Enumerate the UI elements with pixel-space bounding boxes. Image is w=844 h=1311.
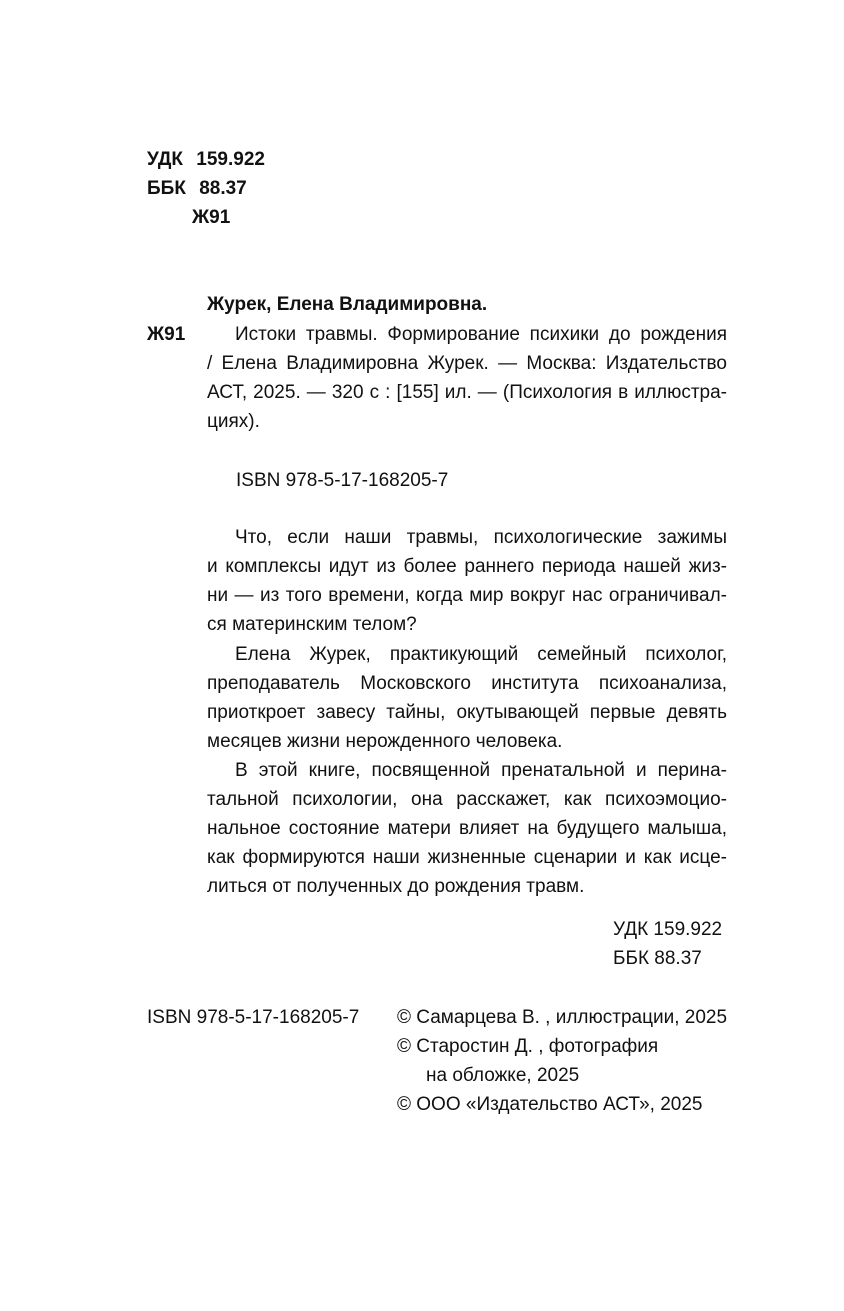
udk-label: УДК — [147, 149, 183, 170]
annotation-line: В этой книге, посвященной пренатальной и перина- — [235, 760, 727, 781]
annotation-line: ни — из того времени, когда мир вокруг нас ограничивал- — [207, 585, 727, 606]
annotation-line: и комплексы идут из более раннего периода нашей жиз- — [207, 556, 727, 577]
copyright-illustrations: © Самарцева В. , иллюстрации, 2025 — [397, 1007, 728, 1028]
annotation-line: преподаватель Московского института психоанализа, — [207, 673, 727, 694]
description-line: АСТ, 2025. — 320 с : [155] ил. — (Психология в иллюстра- — [207, 382, 727, 403]
bbk-code — [147, 174, 247, 203]
annotation-line: приоткроет завесу тайны, окутывающей первые девять — [207, 702, 727, 723]
udk-code — [147, 145, 265, 174]
annotation-line: нальное состояние матери влияет на будущего малыша, — [207, 818, 727, 839]
annotation-line: литься от полученных до рождения травм. — [207, 876, 585, 897]
udk-value: 159.922 — [196, 149, 265, 170]
annotation-line: Елена Журек, практикующий семейный психолог, — [235, 644, 727, 665]
annotation-paragraph-3 — [207, 756, 727, 901]
author-heading: Журек, Елена Владимировна. — [207, 294, 488, 315]
author-mark-side: Ж91 — [147, 324, 186, 345]
description-line: циях). — [207, 411, 260, 432]
copyright-publisher: © ООО «Издательство АСТ», 2025 — [397, 1094, 703, 1115]
annotation-line: Что, если наши травмы, психологические зажимы — [235, 527, 727, 548]
copyright-photo: © Старостин Д. , фотография — [397, 1036, 659, 1057]
annotation-paragraph-2 — [207, 640, 727, 756]
author-mark-top: Ж91 — [192, 207, 231, 228]
annotation-line: ся материнским телом? — [207, 614, 417, 635]
footer-udk: УДК 159.922 — [613, 919, 723, 940]
annotation-line: месяцев жизни нерожденного человека. — [207, 731, 563, 752]
bbk-value: 88.37 — [199, 178, 247, 199]
annotation-line: тальной психологии, она расскажет, как психоэмоцио- — [207, 789, 727, 810]
isbn-footer: ISBN 978-5-17-168205-7 — [147, 1007, 360, 1028]
annotation-line: как формируются наши жизненные сценарии и как исце- — [207, 847, 727, 868]
bibliographic-description — [207, 320, 727, 436]
bbk-label: ББК — [147, 178, 186, 199]
copyright-photo-cont: на обложке, 2025 — [426, 1065, 580, 1086]
isbn-record: ISBN 978-5-17-168205-7 — [236, 470, 449, 491]
annotation-paragraph-1 — [207, 523, 727, 639]
footer-bbk: ББК 88.37 — [613, 948, 702, 969]
description-line: Истоки травмы. Формирование психики до рождения — [235, 324, 727, 345]
description-line: / Елена Владимировна Журек. — Москва: Издательство — [207, 353, 727, 374]
